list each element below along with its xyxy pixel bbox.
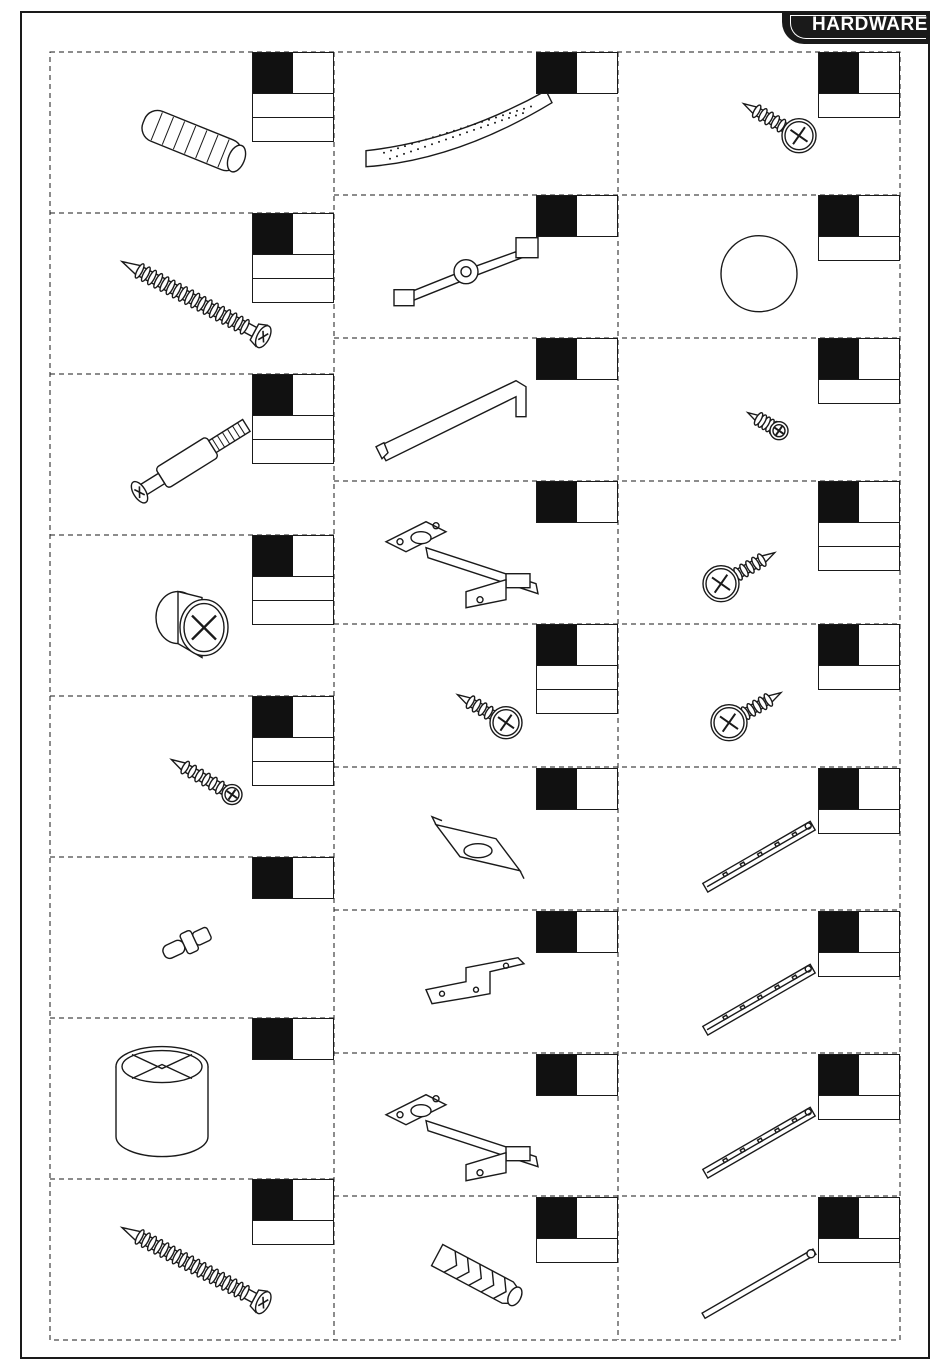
hardware-cell (618, 338, 900, 481)
part-quantity-box (577, 1055, 617, 1095)
part-code-box (818, 52, 900, 118)
hardware-cell (618, 768, 900, 911)
part-code-box (818, 624, 900, 690)
part-code-box (536, 481, 618, 523)
part-letter-block (253, 53, 293, 93)
part-letter-block (819, 482, 859, 522)
part-label-row (819, 237, 899, 260)
part-code-box (536, 1197, 618, 1263)
part-label-row (253, 94, 333, 118)
part-code-box (252, 857, 334, 899)
part-label-row (253, 118, 333, 141)
hardware-cell (618, 195, 900, 338)
part-code-box (536, 768, 618, 810)
part-quantity-box (577, 625, 617, 665)
part-quantity-box (577, 482, 617, 522)
part-letter-block (253, 858, 293, 898)
part-letter-block (537, 482, 577, 522)
part-code-box (536, 338, 618, 380)
hardware-cell (618, 624, 900, 767)
part-code-box (818, 1197, 900, 1263)
part-letter-block (253, 1019, 293, 1059)
part-letter-block (819, 625, 859, 665)
part-quantity-box (293, 858, 333, 898)
part-letter-block (819, 769, 859, 809)
part-label-row (253, 416, 333, 440)
part-label-row (253, 601, 333, 624)
part-letter-block (253, 536, 293, 576)
part-letter-block (253, 214, 293, 254)
part-letter-block (819, 1198, 859, 1238)
part-letter-block (253, 697, 293, 737)
part-quantity-box (859, 1055, 899, 1095)
part-code-box (252, 1018, 334, 1060)
hardware-cell (618, 481, 900, 624)
hardware-cell (334, 624, 618, 767)
part-code-box (536, 1054, 618, 1096)
part-quantity-box (293, 697, 333, 737)
part-letter-block (537, 1198, 577, 1238)
part-letter-block (537, 196, 577, 236)
part-label-row (819, 1239, 899, 1262)
part-label-row (537, 666, 617, 690)
part-label-row (253, 1221, 333, 1244)
part-letter-block (253, 1180, 293, 1220)
part-label-row (253, 440, 333, 463)
part-quantity-box (859, 196, 899, 236)
hardware-cell (50, 535, 334, 696)
part-code-box (536, 911, 618, 953)
part-code-box (536, 195, 618, 237)
part-code-box (818, 1054, 900, 1120)
part-letter-block (819, 912, 859, 952)
part-code-box (818, 481, 900, 571)
hardware-cell (50, 696, 334, 857)
part-label-row (253, 577, 333, 601)
part-code-box (252, 1179, 334, 1245)
hardware-cell (334, 481, 618, 624)
part-letter-block (537, 912, 577, 952)
part-quantity-box (859, 769, 899, 809)
part-code-box (818, 338, 900, 404)
hardware-cell (334, 1197, 618, 1340)
part-quantity-box (293, 536, 333, 576)
part-quantity-box (293, 214, 333, 254)
part-letter-block (537, 339, 577, 379)
hardware-cell (50, 213, 334, 374)
part-letter-block (537, 625, 577, 665)
part-label-row (819, 94, 899, 117)
part-label-row (253, 279, 333, 302)
part-letter-block (537, 1055, 577, 1095)
part-code-box (252, 374, 334, 464)
part-letter-block (819, 1055, 859, 1095)
part-label-row (253, 762, 333, 785)
hardware-cell (50, 1179, 334, 1340)
hardware-cell (50, 374, 334, 535)
hardware-cell (50, 857, 334, 1018)
hardware-cell (50, 1018, 334, 1179)
hardware-cell (334, 52, 618, 195)
hardware-cell (618, 52, 900, 195)
part-quantity-box (577, 53, 617, 93)
part-quantity-box (577, 339, 617, 379)
part-quantity-box (577, 769, 617, 809)
hardware-cell (334, 911, 618, 1054)
part-code-box (536, 52, 618, 94)
part-code-box (252, 213, 334, 303)
hardware-cell (334, 195, 618, 338)
part-quantity-box (577, 196, 617, 236)
hardware-cell (50, 52, 334, 213)
part-code-box (252, 535, 334, 625)
part-label-row (253, 255, 333, 279)
part-letter-block (537, 53, 577, 93)
part-label-row (253, 738, 333, 762)
section-tab-label: HARDWARE (812, 14, 928, 35)
part-label-row (819, 1096, 899, 1119)
part-quantity-box (577, 912, 617, 952)
hardware-cell (334, 1054, 618, 1197)
part-label-row (819, 953, 899, 976)
part-quantity-box (859, 1198, 899, 1238)
part-letter-block (819, 339, 859, 379)
part-code-box (252, 52, 334, 142)
part-code-box (536, 624, 618, 714)
part-label-row (819, 523, 899, 547)
part-label-row (819, 810, 899, 833)
part-letter-block (819, 53, 859, 93)
part-label-row (819, 547, 899, 570)
part-code-box (252, 696, 334, 786)
part-quantity-box (859, 339, 899, 379)
part-letter-block (253, 375, 293, 415)
part-quantity-box (859, 625, 899, 665)
hardware-cell (334, 768, 618, 911)
part-quantity-box (577, 1198, 617, 1238)
hardware-cell (618, 1197, 900, 1340)
part-label-row (537, 1239, 617, 1262)
part-code-box (818, 195, 900, 261)
hardware-cell (334, 338, 618, 481)
part-label-row (819, 380, 899, 403)
part-code-box (818, 911, 900, 977)
part-quantity-box (859, 482, 899, 522)
part-quantity-box (859, 912, 899, 952)
part-label-row (819, 666, 899, 689)
part-letter-block (819, 196, 859, 236)
hardware-cell (618, 1054, 900, 1197)
part-letter-block (537, 769, 577, 809)
part-quantity-box (859, 53, 899, 93)
part-label-row (537, 690, 617, 713)
hardware-cell (618, 911, 900, 1054)
part-quantity-box (293, 375, 333, 415)
part-code-box (818, 768, 900, 834)
part-quantity-box (293, 53, 333, 93)
part-quantity-box (293, 1180, 333, 1220)
part-quantity-box (293, 1019, 333, 1059)
